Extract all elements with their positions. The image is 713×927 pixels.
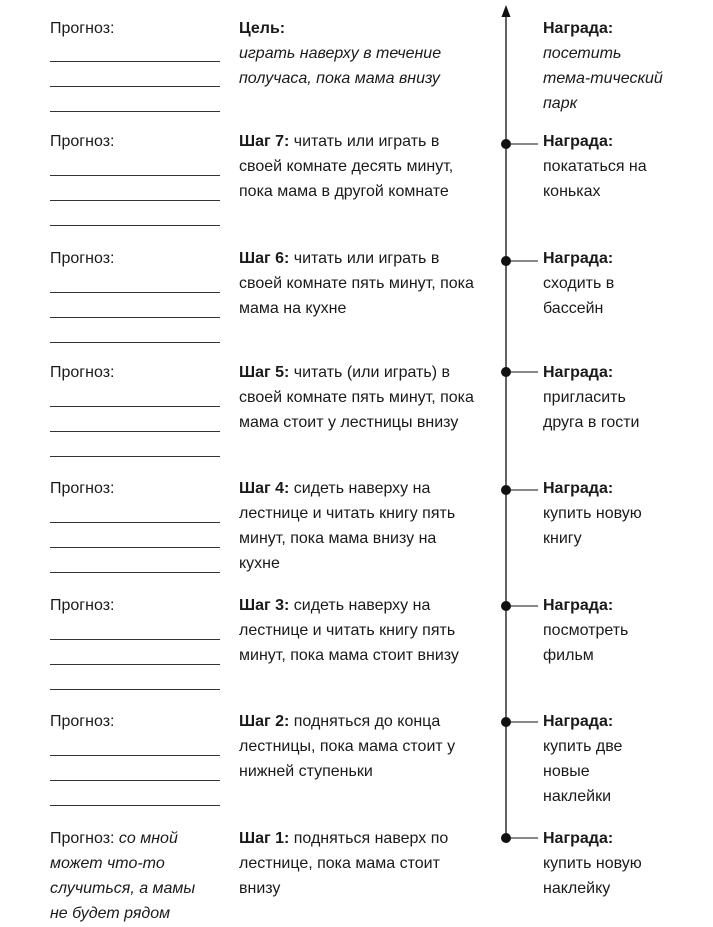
forecast-line (50, 640, 220, 665)
step-text (239, 593, 479, 668)
step-description: читать или играть в своей комнате десять минут, пока мама в другой комнате (239, 133, 454, 200)
forecast-line (50, 665, 220, 690)
axis-arrow-icon (502, 5, 511, 17)
forecast-label: Прогноз: (50, 250, 115, 267)
forecast-label: Прогноз: (50, 20, 115, 37)
forecast-line (50, 615, 220, 640)
forecast-line (50, 87, 220, 112)
forecast-line (50, 201, 220, 226)
forecast-label: Прогноз: (50, 364, 115, 381)
forecast-line (50, 756, 220, 781)
step-label: Шаг 2: (239, 713, 290, 730)
goal-description: играть наверху в течение получаса, пока мама внизу (239, 45, 442, 87)
forecast-line (50, 781, 220, 806)
forecast-label: Прогноз: (50, 597, 115, 614)
step-label: Шаг 7: (239, 133, 290, 150)
forecast-lines (50, 268, 220, 343)
step-3-marker (501, 601, 538, 611)
reward-label: Награда: (543, 480, 614, 497)
forecast-label: Прогноз: (50, 830, 115, 847)
reward-text: пригласить друга в гости (543, 389, 640, 431)
forecast-line (50, 432, 220, 457)
reward-text: купить две новые наклейки (543, 738, 623, 805)
step-text (239, 709, 474, 784)
reward-text: купить новую книгу (543, 505, 642, 547)
forecast-lines (50, 498, 220, 573)
forecast-line (50, 382, 220, 407)
step-5-marker (501, 367, 538, 377)
forecast-line (50, 548, 220, 573)
forecast-lines (50, 382, 220, 457)
reward-label: Награда: (543, 20, 614, 37)
step-reward (543, 360, 663, 435)
goal-reward (543, 16, 671, 116)
forecast-lines (50, 731, 220, 806)
reward-text: купить новую наклейку (543, 855, 642, 897)
step-label: Шаг 6: (239, 250, 290, 267)
step-description: подняться до конца лестницы, пока мама стоит у нижней ступеньки (239, 713, 456, 780)
step-4-marker (501, 485, 538, 495)
reward-label: Награда: (543, 364, 614, 381)
forecast-filled (50, 826, 215, 926)
reward-text: покататься на коньках (543, 158, 647, 200)
forecast-answer: со мной может что-то случиться, а мамы не будет рядом (50, 830, 196, 922)
step-description: сидеть наверху на лестнице и читать книгу пять минут, пока мама стоит внизу (239, 597, 459, 664)
step-2-marker (501, 717, 538, 727)
reward-label: Награда: (543, 830, 614, 847)
step-6-marker (501, 256, 538, 266)
forecast-line (50, 318, 220, 343)
step-text (239, 246, 474, 321)
forecast-line (50, 37, 220, 62)
reward-text: посмотреть фильм (543, 622, 629, 664)
forecast-lines (50, 615, 220, 690)
step-description: сидеть наверху на лестнице и читать книгу пять минут, пока мама внизу на кухне (239, 480, 456, 572)
step-text (239, 826, 449, 901)
reward-text: посетить тема-тический парк (543, 45, 663, 112)
forecast-line (50, 523, 220, 548)
step-label: Шаг 1: (239, 830, 290, 847)
step-description: читать или играть в своей комнате пять минут, пока мама на кухне (239, 250, 474, 317)
step-reward (543, 129, 663, 204)
reward-label: Награда: (543, 250, 614, 267)
forecast-line (50, 176, 220, 201)
step-reward (543, 826, 663, 901)
step-reward (543, 476, 663, 551)
forecast-line (50, 268, 220, 293)
reward-label: Награда: (543, 597, 614, 614)
step-description: подняться наверх по лестнице, пока мама стоит внизу (239, 830, 449, 897)
step-reward (543, 709, 643, 809)
step-label: Шаг 5: (239, 364, 290, 381)
step-7-marker (501, 139, 538, 149)
forecast-label: Прогноз: (50, 713, 115, 730)
forecast-lines (50, 151, 220, 226)
step-reward (543, 593, 653, 668)
forecast-line (50, 293, 220, 318)
forecast-label: Прогноз: (50, 133, 115, 150)
step-text (239, 476, 479, 576)
forecast-line (50, 151, 220, 176)
forecast-line (50, 62, 220, 87)
step-text (239, 360, 474, 435)
step-reward (543, 246, 643, 321)
forecast-lines (50, 37, 220, 112)
step-text (239, 129, 461, 204)
goal-text (239, 16, 479, 91)
reward-label: Награда: (543, 713, 614, 730)
step-description: читать (или играть) в своей комнате пять минут, пока мама стоит у лестницы внизу (239, 364, 474, 431)
reward-label: Награда: (543, 133, 614, 150)
forecast-line (50, 407, 220, 432)
step-1-marker (501, 833, 538, 843)
forecast-line (50, 731, 220, 756)
goal-label: Цель: (239, 20, 286, 37)
forecast-line (50, 498, 220, 523)
step-label: Шаг 3: (239, 597, 290, 614)
forecast-label: Прогноз: (50, 480, 115, 497)
step-label: Шаг 4: (239, 480, 290, 497)
reward-text: сходить в бассейн (543, 275, 615, 317)
